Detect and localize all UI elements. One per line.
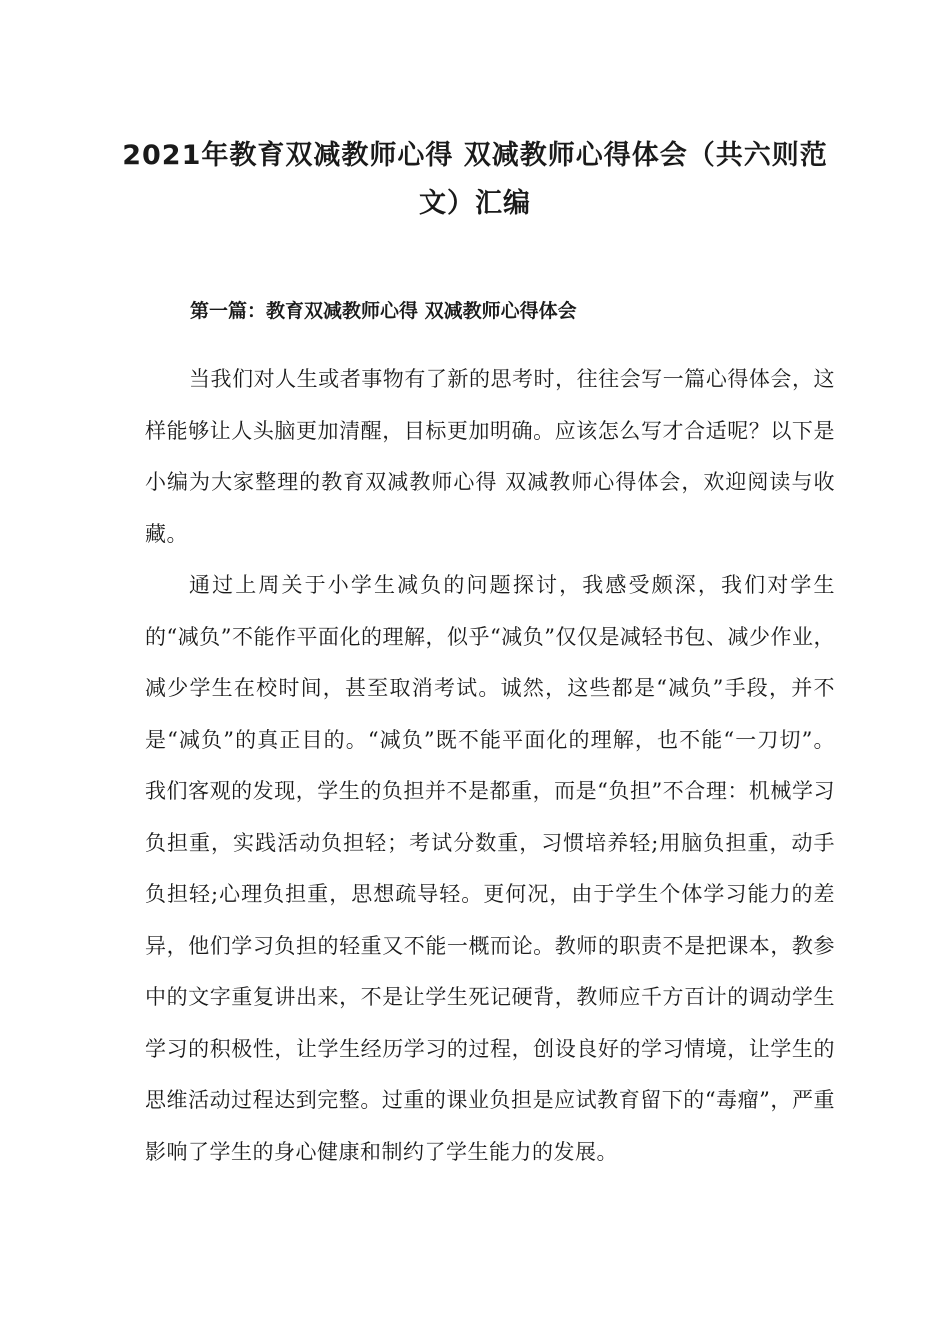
section-heading: 第一篇：教育双减教师心得 双减教师心得体会	[190, 300, 577, 322]
paragraph-body: 通过上周关于小学生减负的问题探讨，我感受颇深，我们对学生的“减负”不能作平面化的理解，似乎“减负”仅仅是减轻书包、减少作业，减少学生在校时间，甚至取消考试。诚然，这些都是“减负”手段，并不是“减负”的真正目的。“减负”既不能平面化的理解，也不能“一刀切”。我们客观的发现，学生的负担并不是都重，而是“负担”不合理：机械学习负担重，实践活动负担轻；考试分数重，习惯培养轻;用脑负担重，动手负担轻;心理负担重，思想疏导轻。更何况，由于学生个体学习能力的差异，他们学习负担的轻重又不能一概而论。教师的职责不是把课本，教参中的文字重复讲出来，不是让学生死记硬背，教师应千方百计的调动学生学习的积极性，让学生经历学习的过程，创设良好的学习情境，让学生的思维活动过程达到完整。过重的课业负担是应试教育留下的“毒瘤”，严重影响了学生的身心健康和制约了学生能力的发展。	[145, 573, 835, 1164]
document-title: 2021年教育双减教师心得 双减教师心得体会（共六则范文）汇编	[122, 140, 828, 219]
paragraph-intro: 当我们对人生或者事物有了新的思考时，往往会写一篇心得体会，这样能够让人头脑更加清醒，目标更加明确。应该怎么写才合适呢？以下是小编为大家整理的教育双减教师心得 双减教师心得体会，欢迎阅读与收藏。	[145, 367, 835, 546]
